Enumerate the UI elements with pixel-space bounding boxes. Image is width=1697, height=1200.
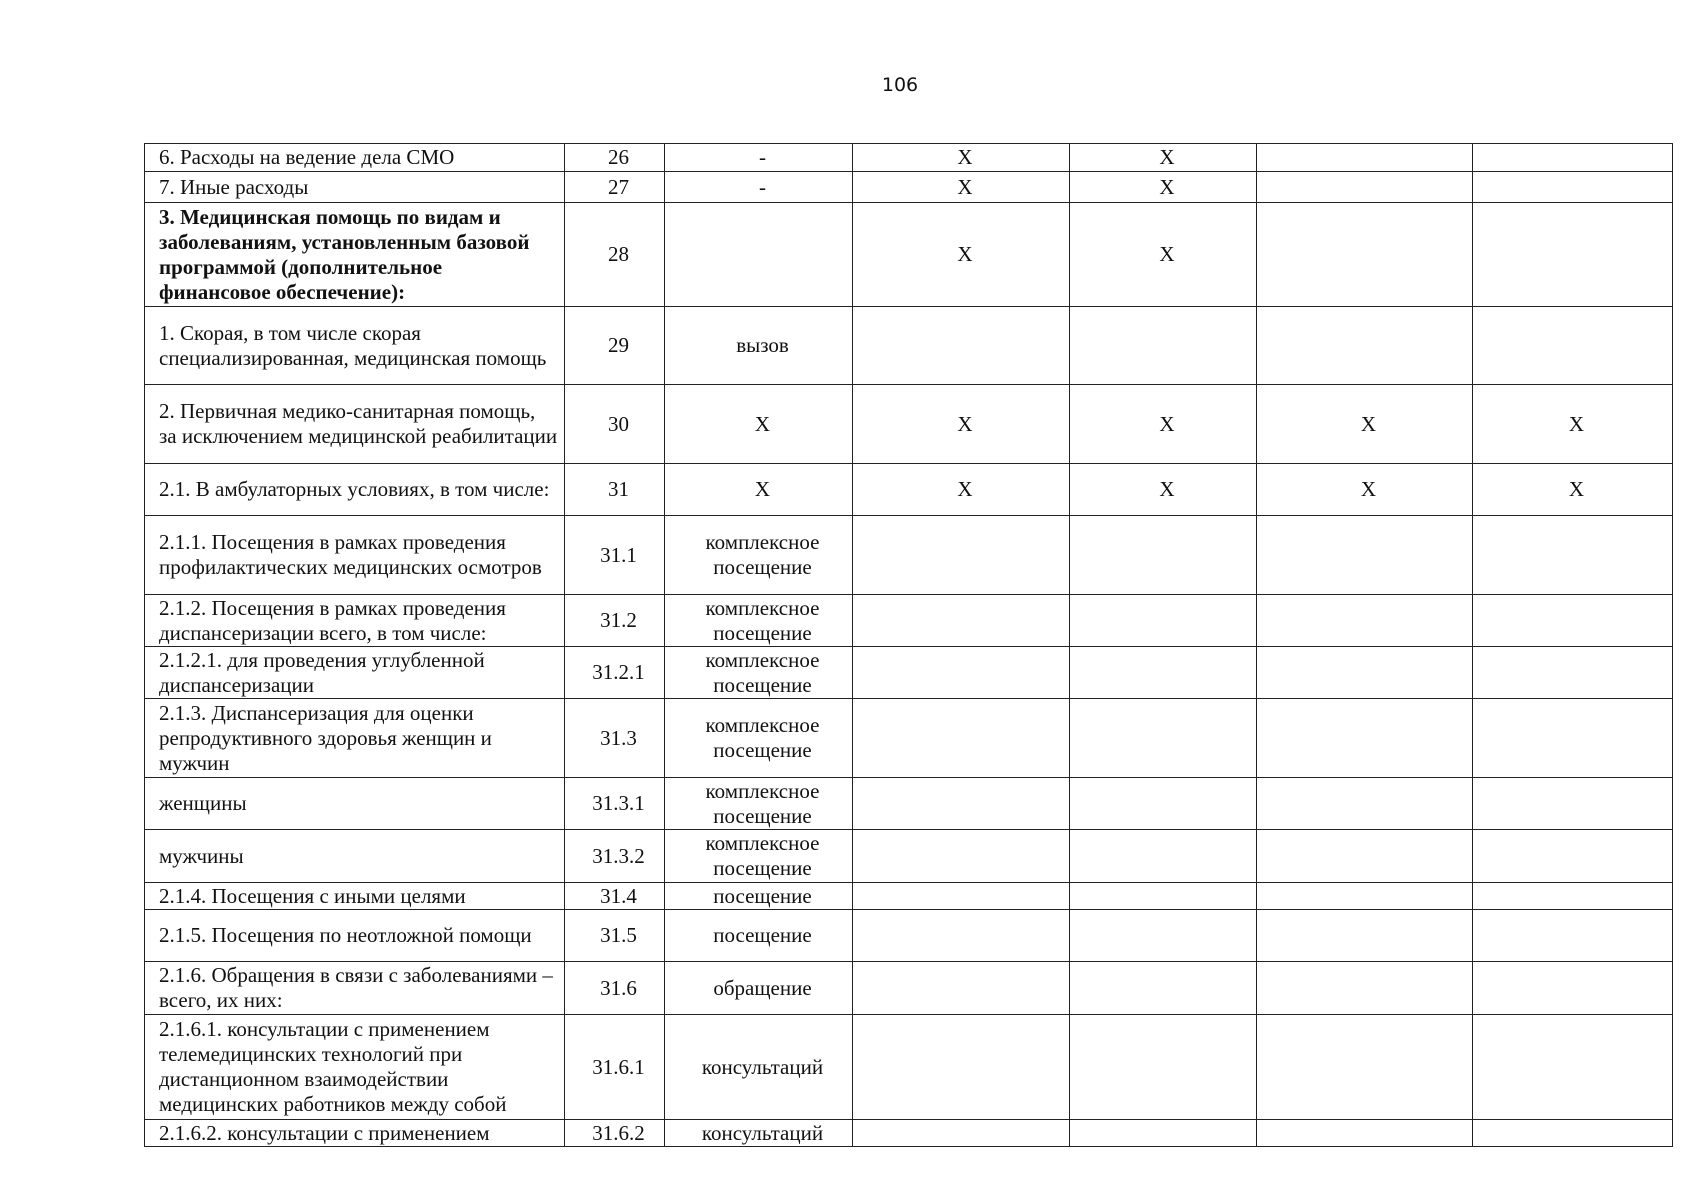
table-row <box>145 883 1673 910</box>
row-col4-cell <box>853 830 1070 883</box>
page-number: 106 <box>881 74 919 96</box>
row-code-cell: 31.6 <box>565 962 665 1015</box>
row-col6-cell <box>1257 1015 1473 1120</box>
row-col6-cell <box>1257 307 1473 385</box>
row-name-cell: 2.1.6.2. консультации с применением <box>145 1120 565 1147</box>
table-row <box>145 830 1673 883</box>
row-col7-cell <box>1473 647 1673 699</box>
row-code-cell: 31.5 <box>565 910 665 962</box>
row-code-cell: 31.6.1 <box>565 1015 665 1120</box>
table-row <box>145 647 1673 699</box>
row-col4-cell <box>853 883 1070 910</box>
row-col5-cell: X <box>1070 203 1257 307</box>
row-col7-cell <box>1473 307 1673 385</box>
row-col5-cell <box>1070 1015 1257 1120</box>
row-col6-cell <box>1257 778 1473 830</box>
row-col6-cell <box>1257 144 1473 172</box>
row-unit-cell: комплексное посещение <box>665 595 853 647</box>
table-body <box>145 144 1673 1147</box>
row-col4-cell <box>853 1015 1070 1120</box>
table-row <box>145 778 1673 830</box>
row-code-cell: 31.3 <box>565 699 665 778</box>
row-col4-cell <box>853 307 1070 385</box>
row-col4-cell <box>853 778 1070 830</box>
row-code-cell: 26 <box>565 144 665 172</box>
row-unit-cell: посещение <box>665 910 853 962</box>
row-unit-cell: - <box>665 144 853 172</box>
row-col4-cell: X <box>853 464 1070 516</box>
row-col5-cell <box>1070 1120 1257 1147</box>
row-col5-cell <box>1070 830 1257 883</box>
row-col7-cell <box>1473 172 1673 203</box>
row-col4-cell <box>853 516 1070 595</box>
table-row <box>145 464 1673 516</box>
row-col6-cell <box>1257 516 1473 595</box>
row-unit-cell: X <box>665 385 853 464</box>
row-code-cell: 31.6.2 <box>565 1120 665 1147</box>
table-row <box>145 699 1673 778</box>
row-code-cell: 31.3.2 <box>565 830 665 883</box>
row-col5-cell: X <box>1070 172 1257 203</box>
row-col5-cell <box>1070 516 1257 595</box>
table-row <box>145 172 1673 203</box>
row-unit-cell: консультаций <box>665 1015 853 1120</box>
budget-table <box>144 143 1673 1147</box>
row-name-cell: 3. Медицинская помощь по видам и заболеваниям, установленным базовой программой (дополнительное финансовое обеспечение): <box>145 203 565 307</box>
row-name-cell: женщины <box>145 778 565 830</box>
row-code-cell: 30 <box>565 385 665 464</box>
table-row <box>145 307 1673 385</box>
row-unit-cell: посещение <box>665 883 853 910</box>
row-col7-cell <box>1473 144 1673 172</box>
row-code-cell: 28 <box>565 203 665 307</box>
row-col6-cell <box>1257 883 1473 910</box>
row-col6-cell <box>1257 172 1473 203</box>
row-col7-cell <box>1473 595 1673 647</box>
row-col4-cell <box>853 910 1070 962</box>
row-name-cell: 2.1.3. Диспансеризация для оценки репродуктивного здоровья женщин и мужчин <box>145 699 565 778</box>
row-unit-cell: консультаций <box>665 1120 853 1147</box>
row-unit-cell: комплексное посещение <box>665 830 853 883</box>
row-col5-cell <box>1070 910 1257 962</box>
row-name-cell: 2.1. В амбулаторных условиях, в том числе: <box>145 464 565 516</box>
row-name-cell: 2.1.4. Посещения с иными целями <box>145 883 565 910</box>
row-col5-cell <box>1070 962 1257 1015</box>
row-code-cell: 29 <box>565 307 665 385</box>
row-col6-cell: X <box>1257 385 1473 464</box>
row-unit-cell: вызов <box>665 307 853 385</box>
row-col5-cell <box>1070 595 1257 647</box>
row-col6-cell <box>1257 910 1473 962</box>
row-col7-cell <box>1473 516 1673 595</box>
row-unit-cell: комплексное посещение <box>665 516 853 595</box>
row-name-cell: 1. Скорая, в том числе скорая специализированная, медицинская помощь <box>145 307 565 385</box>
row-col5-cell: X <box>1070 385 1257 464</box>
row-col4-cell: X <box>853 172 1070 203</box>
row-col7-cell <box>1473 1120 1673 1147</box>
row-name-cell: 2.1.6. Обращения в связи с заболеваниями – всего, их них: <box>145 962 565 1015</box>
table-row <box>145 595 1673 647</box>
row-col6-cell <box>1257 699 1473 778</box>
row-unit-cell: комплексное посещение <box>665 647 853 699</box>
row-col7-cell: X <box>1473 385 1673 464</box>
row-col4-cell <box>853 647 1070 699</box>
row-code-cell: 31.1 <box>565 516 665 595</box>
table-row <box>145 385 1673 464</box>
row-col7-cell: X <box>1473 464 1673 516</box>
row-col6-cell: X <box>1257 464 1473 516</box>
row-name-cell: 6. Расходы на ведение дела СМО <box>145 144 565 172</box>
row-col6-cell <box>1257 962 1473 1015</box>
row-col5-cell <box>1070 883 1257 910</box>
row-col5-cell <box>1070 307 1257 385</box>
row-name-cell: 2.1.6.1. консультации с применением телемедицинских технологий при дистанционном взаимодействии медицинских работников между собой <box>145 1015 565 1120</box>
row-code-cell: 31 <box>565 464 665 516</box>
row-col7-cell <box>1473 203 1673 307</box>
row-col6-cell <box>1257 203 1473 307</box>
row-col4-cell <box>853 595 1070 647</box>
row-name-cell: 2.1.5. Посещения по неотложной помощи <box>145 910 565 962</box>
row-col5-cell <box>1070 647 1257 699</box>
row-unit-cell: комплексное посещение <box>665 699 853 778</box>
row-col7-cell <box>1473 1015 1673 1120</box>
row-col5-cell: X <box>1070 464 1257 516</box>
row-col4-cell: X <box>853 144 1070 172</box>
row-col4-cell <box>853 699 1070 778</box>
row-col7-cell <box>1473 830 1673 883</box>
table-row <box>145 962 1673 1015</box>
row-unit-cell: - <box>665 172 853 203</box>
row-unit-cell <box>665 203 853 307</box>
table-row <box>145 144 1673 172</box>
row-col4-cell <box>853 1120 1070 1147</box>
row-col6-cell <box>1257 830 1473 883</box>
row-name-cell: 7. Иные расходы <box>145 172 565 203</box>
row-col4-cell: X <box>853 385 1070 464</box>
row-col6-cell <box>1257 647 1473 699</box>
row-col7-cell <box>1473 699 1673 778</box>
row-code-cell: 31.2.1 <box>565 647 665 699</box>
table-row <box>145 516 1673 595</box>
row-col7-cell <box>1473 883 1673 910</box>
row-unit-cell: обращение <box>665 962 853 1015</box>
table-row <box>145 1015 1673 1120</box>
row-unit-cell: X <box>665 464 853 516</box>
row-col7-cell <box>1473 962 1673 1015</box>
table-row <box>145 1120 1673 1147</box>
row-col4-cell <box>853 962 1070 1015</box>
row-name-cell: 2.1.2. Посещения в рамках проведения диспансеризации всего, в том числе: <box>145 595 565 647</box>
row-col7-cell <box>1473 778 1673 830</box>
row-col4-cell: X <box>853 203 1070 307</box>
row-name-cell: 2.1.1. Посещения в рамках проведения профилактических медицинских осмотров <box>145 516 565 595</box>
row-col6-cell <box>1257 595 1473 647</box>
row-col5-cell: X <box>1070 144 1257 172</box>
row-name-cell: 2.1.2.1. для проведения углубленной диспансеризации <box>145 647 565 699</box>
row-name-cell: мужчины <box>145 830 565 883</box>
row-col7-cell <box>1473 910 1673 962</box>
row-code-cell: 31.4 <box>565 883 665 910</box>
table-row <box>145 203 1673 307</box>
row-col5-cell <box>1070 778 1257 830</box>
table-row <box>145 910 1673 962</box>
row-name-cell: 2. Первичная медико-санитарная помощь, за исключением медицинской реабилитации <box>145 385 565 464</box>
row-col6-cell <box>1257 1120 1473 1147</box>
row-col5-cell <box>1070 699 1257 778</box>
row-code-cell: 31.3.1 <box>565 778 665 830</box>
row-unit-cell: комплексное посещение <box>665 778 853 830</box>
row-code-cell: 27 <box>565 172 665 203</box>
row-code-cell: 31.2 <box>565 595 665 647</box>
